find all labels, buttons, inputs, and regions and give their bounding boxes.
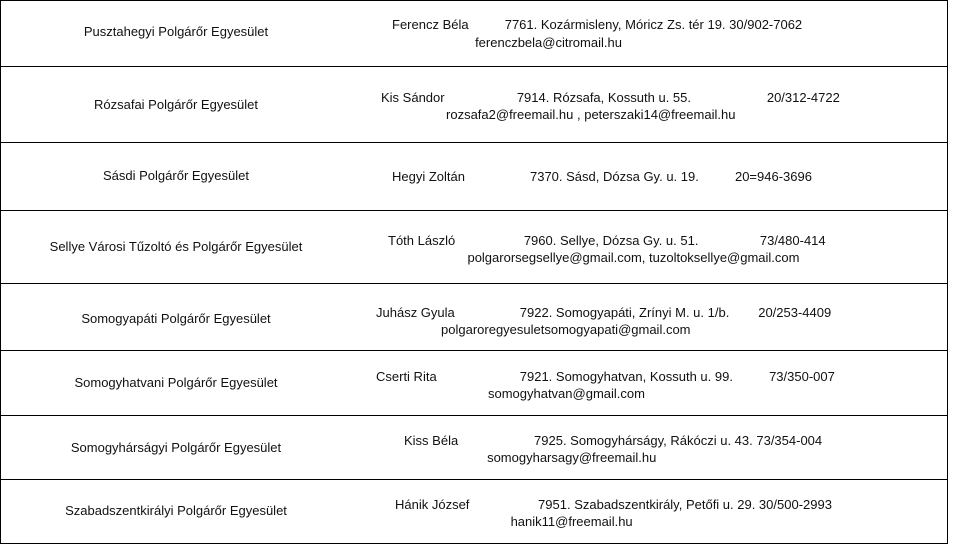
row-divider — [0, 415, 948, 416]
organization-name: Pusztahegyi Polgárőr Egyesület — [83, 24, 269, 39]
contact-detail-line: somogyhatvan@gmail.com — [376, 386, 645, 401]
row-divider — [0, 142, 948, 143]
contact-detail-line: ferenczbela@citromail.hu — [392, 35, 622, 50]
organization-name: Somogyapáti Polgárőr Egyesület — [81, 311, 271, 326]
organization-name: Sellye Városi Tűzoltó és Polgárőr Egyesület — [49, 239, 303, 254]
row-divider — [0, 0, 948, 1]
contact-detail-line: Hegyi Zoltán 7370. Sásd, Dózsa Gy. u. 19. 20=946-3696 — [392, 169, 812, 184]
contact-detail-line: Hánik József 7951. Szabadszentkirály, Petőfi u. 29. 30/500-2993 — [395, 497, 832, 512]
organization-name: Rózsafai Polgárőr Egyesület — [93, 97, 259, 112]
contact-detail-line: Tóth László 7960. Sellye, Dózsa Gy. u. 51. 73/480-414 — [388, 233, 826, 248]
organization-name: Sásdi Polgárőr Egyesület — [103, 168, 249, 183]
contact-detail-line: Juhász Gyula 7922. Somogyapáti, Zrínyi M. u. 1/b. 20/253-4409 — [376, 305, 832, 320]
row-divider — [0, 350, 948, 351]
contact-detail-line: Kiss Béla 7925. Somogyhárságy, Rákóczi u. 43. 73/354-004 — [404, 433, 823, 448]
row-divider — [0, 283, 948, 284]
row-divider — [0, 479, 948, 480]
row-divider — [0, 210, 948, 211]
contact-detail-line: Ferencz Béla 7761. Kozármisleny, Móricz Zs. tér 19. 30/902-7062 — [392, 17, 803, 32]
contact-detail-line: Cserti Rita 7921. Somogyhatvan, Kossuth u. 99. 73/350-007 — [376, 369, 835, 384]
contact-detail-line: polgarorsegsellye@gmail.com, tuzoltoksellye@gmail.com — [388, 250, 800, 265]
contact-detail-line: polgaroregyesuletsomogyapati@gmail.com — [376, 322, 691, 337]
organization-name: Szabadszentkirályi Polgárőr Egyesület — [65, 503, 287, 518]
row-divider — [0, 66, 948, 67]
organization-name: Somogyhárságyi Polgárőr Egyesület — [70, 440, 282, 455]
contact-detail-line: rozsafa2@freemail.hu , peterszaki14@freemail.hu — [381, 107, 736, 122]
contact-detail-line: Kis Sándor 7914. Rózsafa, Kossuth u. 55. 20/312-4722 — [381, 90, 840, 105]
organization-name: Somogyhatvani Polgárőr Egyesület — [74, 375, 278, 390]
contact-detail-line: hanik11@freemail.hu — [395, 514, 633, 529]
contact-detail-line: somogyharsagy@freemail.hu — [404, 450, 657, 465]
table-border-left — [0, 0, 1, 544]
